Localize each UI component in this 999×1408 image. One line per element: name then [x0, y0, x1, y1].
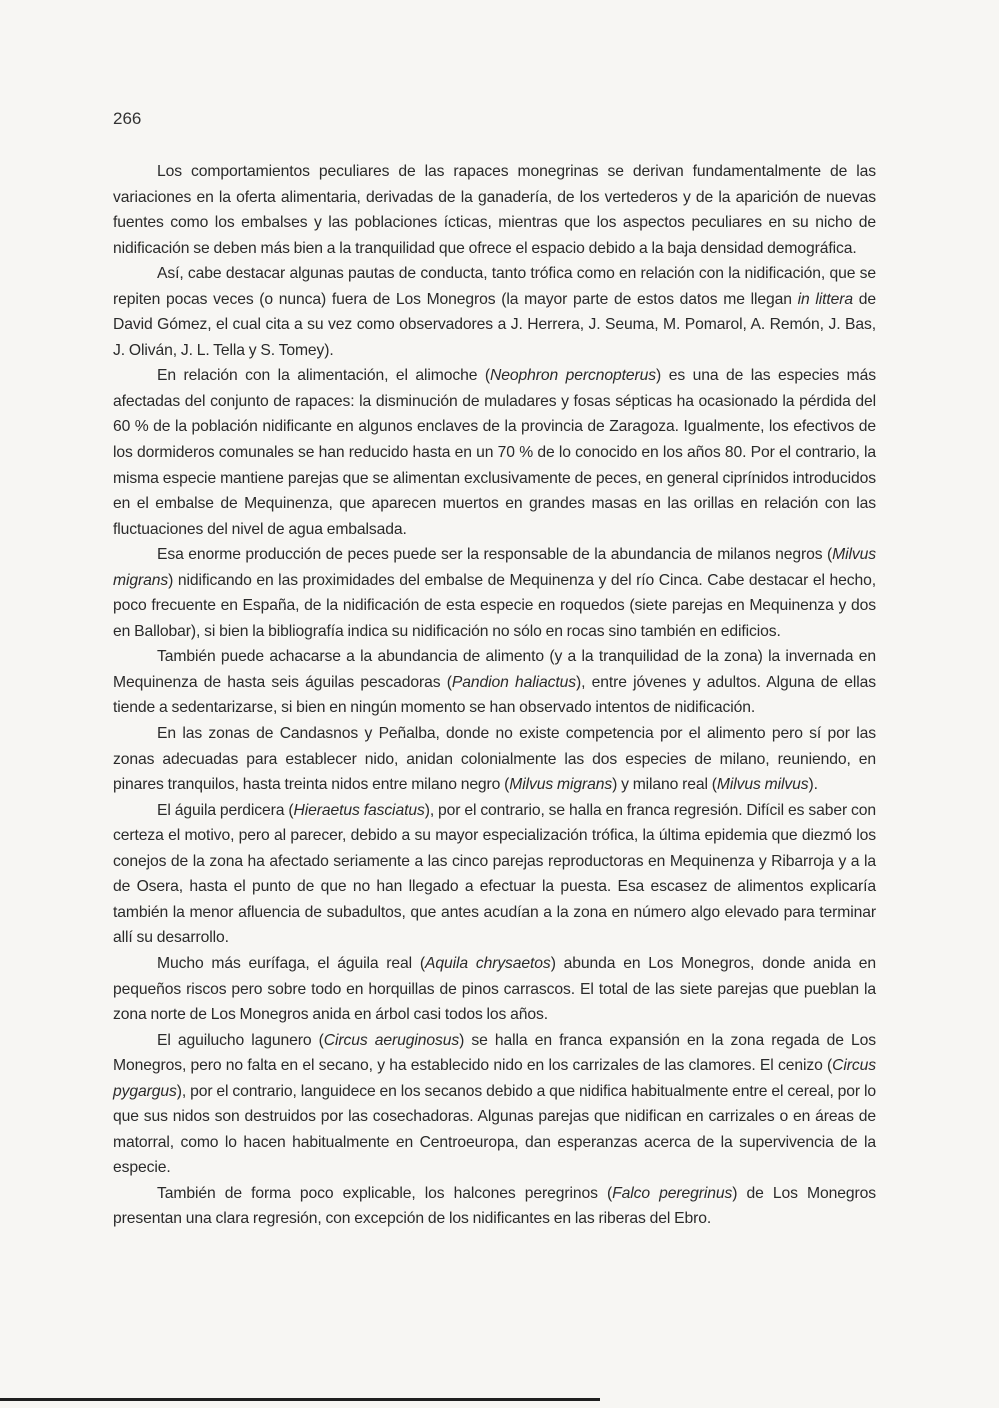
text-run: El aguilucho lagunero ( — [157, 1031, 324, 1049]
text-run: de David Gómez, el cual cita a su vez como observadores a J. Herrera, J. Seuma, M. Pomarol, A. Remón, J. Bas, J. Oliván, J. L. Tella y S. Tomey). — [113, 290, 876, 359]
paragraph — [113, 721, 876, 798]
text-run: ) de Los Monegros presentan una clara regresión, con excepción de los nidificantes en las riberas del Ebro. — [113, 1184, 876, 1228]
species-name: Circus pygargus — [113, 1057, 876, 1100]
text-run: ), entre jóvenes y adultos. Alguna de ellas tiende a sedentarizarse, si bien en ningún momento se han observado intentos de nidificación. — [113, 673, 876, 717]
paragraph — [113, 159, 876, 261]
paragraph — [113, 798, 876, 951]
text-run: ), por el contrario, languidece en los secanos debido a que nidifica habitualmente entre el cereal, por lo que sus nidos son destruidos por las cosechadoras. Algunas parejas que nidifican en carrizales o en áreas de matorral, como lo hacen habitualmente en Centroeuropa, dan esperanzas acerca de la supervivencia de la especie. — [113, 1082, 876, 1177]
species-name: Circus aeruginosus — [323, 1031, 460, 1049]
page-number: 266 — [113, 109, 142, 128]
species-name: Milvus milvus — [716, 776, 809, 794]
paragraph — [113, 1181, 876, 1232]
text-run: En relación con la alimentación, el alimoche ( — [157, 367, 491, 385]
body-text — [113, 159, 876, 1232]
species-name: Falco peregrinus — [612, 1184, 733, 1202]
species-name: in littera — [797, 290, 854, 308]
text-run: ), por el contrario, se halla en franca regresión. Difícil es saber con certeza el motivo, pero al parecer, debido a su mayor especialización trófica, la última epidemia que diezmó los conejos de la zona ha afectado seriamente a las cinco parejas reproductoras en Mequinenza y Ribarroja y a la de Osera, hasta el punto de que no han llegado a efectuar la puesta. Esa escasez de alimentos explicaría también la menor afluencia de subadultos, que antes acudían a la zona en número algo elevado para terminar allí su desarrollo. — [113, 801, 877, 947]
species-name: Neophron percnopterus — [490, 367, 657, 385]
text-run: ). — [808, 776, 818, 794]
text-run: ) se halla en franca expansión en la zona regada de Los Monegros, pero no falta en el secano, y ha establecido nido en los carrizales de las clamores. El cenizo ( — [113, 1031, 876, 1075]
text-run: Así, cabe destacar algunas pautas de conducta, tanto trófica como en relación con la nidificación, que se repiten pocas veces (o nunca) fuera de Los Monegros (la mayor parte de estos datos me llegan — [113, 265, 876, 308]
paragraph — [113, 1028, 876, 1181]
species-name: Hieraetus fasciatus — [293, 801, 425, 819]
text-run: ) abunda en Los Monegros, donde anida en pequeños riscos pero sobre todo en horquillas de pinos carrascos. El total de las siete parejas que pueblan la zona norte de Los Monegros anida en árbol casi todos los años. — [113, 954, 876, 1024]
text-run: ) es una de las especies más afectadas del conjunto de rapaces: la disminución de muladares y fosas sépticas ha ocasionado la pérdida del 60 % de la población nidificante en algunos enclaves de la provincia de Zaragoza. Igualmente, los efectivos de los dormideros comunales se han reducido hasta en un 70 % de lo conocido en los años 80. Por el contrario, la misma especie mantiene parejas que se alimentan exclusivamente de peces, en general ciprínidos introducidos en el embalse de Mequinenza, que aparecen muertos en grandes masas en las orillas en relación con las fluctuaciones del nivel de agua embalsada. — [113, 367, 877, 538]
bottom-rule — [0, 1398, 600, 1401]
text-run: ) nidificando en las proximidades del embalse de Mequinenza y del río Cinca. Cabe destacar el hecho, poco frecuente en España, de la nidificación de esta especie en roquedos (siete parejas en Mequinenza y dos en Ballobar), si bien la bibliografía indica su nidificación no sólo en rocas sino también en edificios. — [113, 571, 876, 640]
text-run: En las zonas de Candasnos y Peñalba, donde no existe competencia por el alimento pero sí por las zonas adecuadas para establecer nido, anidan colonialmente las dos especies de milano, reuniendo, en pinares tranquilos, hasta treinta nidos entre milano negro ( — [113, 725, 876, 794]
text-run: También de forma poco explicable, los halcones peregrinos ( — [157, 1184, 613, 1202]
paragraph — [113, 644, 876, 721]
paragraph — [113, 261, 876, 363]
species-name: Aquila chrysaetos — [425, 954, 551, 972]
paragraph — [113, 542, 876, 644]
text-run: Los comportamientos peculiares de las rapaces monegrinas se derivan fundamentalmente de las variaciones en la oferta alimentaria, derivadas de la ganadería, de los vertederos y de la aparición de nuevas fuentes como los embalses y las poblaciones ícticas, mientras que los aspectos peculiares en su nicho de nidificación se deben más bien a la tranquilidad que ofrece el espacio debido a la baja densidad demográfica. — [113, 163, 876, 257]
text-run: ) y milano real ( — [612, 776, 717, 794]
text-run: También puede achacarse a la abundancia de alimento (y a la tranquilidad de la zona) la invernada en Mequinenza de hasta seis águilas pescadoras ( — [113, 648, 876, 691]
paragraph — [113, 363, 876, 542]
text-run: Esa enorme producción de peces puede ser la responsable de la abundancia de milanos negros ( — [157, 546, 833, 564]
text-run: El águila perdicera ( — [157, 801, 294, 819]
paragraph — [113, 951, 876, 1028]
species-name: Milvus migrans — [509, 776, 613, 794]
text-run: Mucho más eurífaga, el águila real ( — [157, 954, 425, 972]
species-name: Pandion haliactus — [451, 673, 576, 691]
species-name: Milvus migrans — [113, 546, 876, 589]
